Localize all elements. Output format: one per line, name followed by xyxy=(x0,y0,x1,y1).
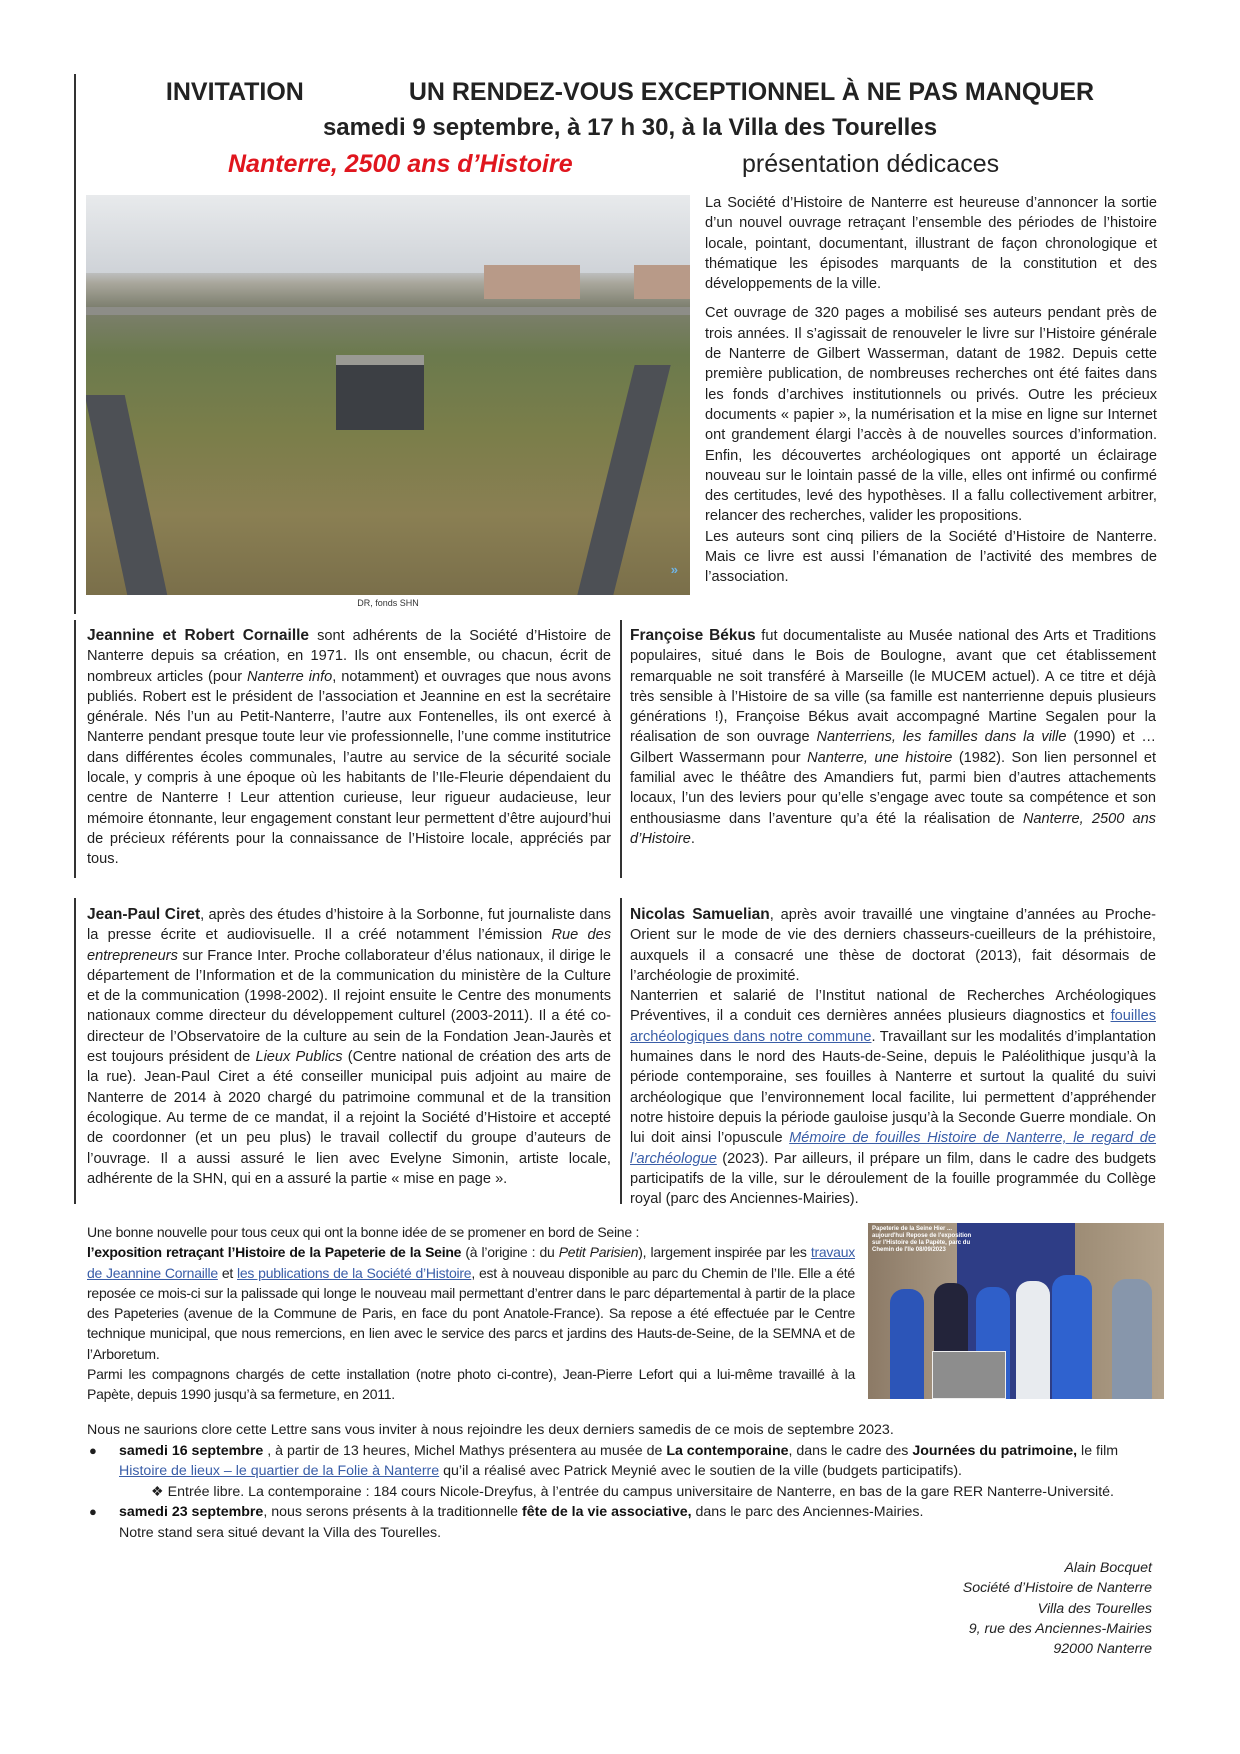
bio-italic: Nanterre, une histoire xyxy=(807,749,953,766)
invitation-label: INVITATION xyxy=(165,78,304,106)
diamond-bullet-icon: ❖ xyxy=(151,1483,164,1500)
event-text: dans le parc des Anciennes-Mairies. xyxy=(691,1504,924,1520)
event-date: samedi 23 septembre xyxy=(119,1504,264,1520)
event-bold: Journées du patrimoine, xyxy=(912,1442,1078,1459)
bullet-icon: ● xyxy=(89,1442,97,1458)
photo-tunnel xyxy=(336,355,424,430)
bio-text: . xyxy=(690,830,695,847)
photo-road xyxy=(86,395,167,595)
subnote-text: Entrée libre. La contemporaine : 184 cours Nicole-Dreyfus, à l’entrée du campus universitaire de Nanterre, en bas de la gare RER Nanterre-Université. xyxy=(163,1483,1114,1500)
author-name: Nicolas Samuelian xyxy=(630,906,770,923)
event-text: , dans le cadre des xyxy=(788,1442,913,1459)
publications-shn-link[interactable]: les publications de la Société d’Histoire xyxy=(237,1264,472,1281)
bio-text: (1990) et … Gilbert Wassermann pour xyxy=(630,729,1156,766)
event-line2: Notre stand sera situé devant la Villa des Tourelles. xyxy=(119,1524,442,1541)
bio-italic: Lieux Publics xyxy=(255,1049,343,1066)
bio-text: (2023). Par ailleurs, il prépare un film, dans le cadre des budgets participatifs de la ville, sur le déroulement de la fouille programmée du Collège royal (parc des Anciennes-Mairies). xyxy=(630,1150,1156,1208)
bio-ciret xyxy=(87,905,611,1189)
author-name: Jeannine et Robert Cornaille xyxy=(87,627,310,644)
photo-road xyxy=(577,365,670,595)
bullet-icon: ● xyxy=(89,1504,97,1519)
event-item xyxy=(87,1502,1167,1543)
bio-text: (1982). Son lien personnel et familial avec le théâtre des Amandiers fut, parmi bien d’autres attachements locaux, l’un des leviers pour qu’elle s’engage avec toute sa compétence et son enthousiasme dans l’aventure qu’a été la réalisation de xyxy=(630,749,1156,827)
historic-photo-inset xyxy=(932,1351,1006,1399)
event-subnote xyxy=(119,1482,1167,1503)
author-name: Françoise Békus xyxy=(630,627,756,644)
intro-paragraph: Cet ouvrage de 320 pages a mobilisé ses auteurs pendant près de trois années. Il s’agissait de renouveler le livre sur l’Histoire générale de Nanterre de Gilbert Wasserman, datant de 1982. Depuis cette première publication, de nombreuses recherches ont été faites dans les fonds d’archives institutionnels ou privés. Outre les précieux documents « papier », la numérisation et la mise en ligne sur Internet ont grandement élargi l’accès à de nouvelles sources d’information. Enfin, les découvertes archéologiques ont apporté un éclairage nouveau sur le lointain passé de la ville, elles ont infirmé ou confirmé des certitudes, levé des hypothèses. Il a fallu collectivement arbitrer, relancer des recherches, valider les propositions. xyxy=(705,305,1157,525)
event-text: , à partir de 13 heures, Michel Mathys présentera au musée de xyxy=(263,1442,667,1459)
news-text: et xyxy=(217,1264,238,1281)
next-chevron-icon: » xyxy=(670,562,678,577)
date-line: samedi 9 septembre, à 17 h 30, à la Villa des Tourelles xyxy=(322,114,938,141)
bio-cornaille xyxy=(87,626,611,870)
news-bold: l’exposition retraçant l’Histoire de la Papeterie de la Seine xyxy=(87,1244,462,1261)
middle-rule-bio3 xyxy=(620,898,622,1204)
event-list xyxy=(87,1441,1167,1544)
bio-text: , après avoir travaillé une vingtaine d’années au Proche-Orient sur le mode de vie des derniers chasseurs-cueilleurs de la préhistoire, auxquels il a consacré une thèse de doctorat (2013), fait désormais de l’archéologie de proximité. xyxy=(630,907,1156,984)
bio-italic: Nanterre info xyxy=(247,668,333,685)
bio-text: , notamment) et ouvrages que nous avons publiés. Robert est le président de l’association et Jeannine en est la secrétaire générale. Nés l’un au Petit-Nanterre, l’autre aux Fontenelles, ils ont exercé à Nanterre pendant presque toute leur vie professionnelle, l’une comme institutrice dans différentes écoles communales, l’autre au service de la sécurité sociale locale, y compris à une époque où les habitants de l’Ile-Fleurie dépendaient du centre de Nanterre ! Leur attention curieuse, leur rigueur audacieuse, leur mémoire étonnante, leur engagement constant leur permettent d’être aujourd’hui de précieux référents pour la connaissance de l’Histoire locale, appréciés par tous. xyxy=(87,668,611,868)
bio-text: (Centre national de création des arts de la rue). Jean-Paul Ciret a été conseiller municipal puis adjoint au maire de Nanterre de 2014 à 2020 chargé du patrimoine communal et de la transition écologique. Au terme de ce mandat, il a rejoint la Société d’Histoire et accepté de coordonner (et un peu plus) le travail collectif du groupe d’auteurs de l’ouvrage. Il a aussi assuré le lien avec Evelyne Simonin, artiste locale, adhérente de la SHN, qui en a assuré la partie « mise en page ». xyxy=(87,1049,611,1187)
photo-person xyxy=(1052,1275,1092,1399)
event-type: présentation dédicaces xyxy=(742,150,1000,178)
bio-text: , après des études d’histoire à la Sorbonne, fut journaliste dans la presse écrite et audiovisuelle. Il a créé notamment l’émission xyxy=(87,907,611,944)
fouilles-link[interactable]: fouilles archéologiques dans notre commune xyxy=(630,1008,1156,1045)
aerial-photo xyxy=(86,195,690,595)
photo-person xyxy=(890,1289,924,1399)
photo-building xyxy=(484,265,580,299)
photo-caption: DR, fonds SHN xyxy=(357,598,419,608)
bio-italic: Rue des entrepreneurs xyxy=(87,927,612,964)
photo-sky xyxy=(86,195,690,273)
team-photo-caption: Papeterie de la Seine Hier ... aujourd'hui Repose de l'exposition sur l'Histoire de la Papète, parc du Chemin de l'Ile 08/09/2023 xyxy=(872,1226,972,1253)
closing-section xyxy=(87,1420,1167,1543)
left-margin-rule xyxy=(74,74,76,614)
bio-bekus xyxy=(630,626,1156,849)
signatory-street: 9, rue des Anciennes-Mairies xyxy=(968,1620,1152,1637)
book-title: Nanterre, 2500 ans d’Histoire xyxy=(228,150,573,178)
team-photo xyxy=(868,1223,1164,1399)
news-line: Une bonne nouvelle pour tous ceux qui ont la bonne idée de se promener en bord de Seine : xyxy=(87,1224,640,1240)
bio-text: . Travaillant sur les modalités d’implantation humaines dans le nord des Hauts-de-Seine, depuis le Paléolithique jusqu’à la période contemporaine, ses fouilles à Nanterre et surtout la qualité du suivi archéologique que l’environnement local facilite, lui permettent d’appréhender notre histoire depuis la période gauloise jusqu’à la Seconde Guerre mondiale. On lui doit ainsi l’opuscule xyxy=(630,1028,1156,1147)
memoire-de-fouilles-link[interactable]: Mémoire de fouilles Histoire de Nanterre, le regard de l’archéologue xyxy=(630,1130,1157,1167)
middle-rule-bio1 xyxy=(620,620,622,878)
event-bold: La contemporaine xyxy=(666,1442,789,1459)
bio-samuelian xyxy=(630,905,1156,1209)
intro-paragraph: La Société d’Histoire de Nanterre est heureuse d’annoncer la sortie d’un nouvel ouvrage retraçant l’ensemble des périodes de l’histoire locale, pointant, documentant, illustrant de façon chronologique et thématique les épisodes marquants de la constitution et des développements de la ville. xyxy=(705,195,1157,293)
news-text: ), largement inspirée par les xyxy=(638,1244,811,1261)
event-text: , nous serons présents à la traditionnelle xyxy=(263,1504,523,1520)
photo-person xyxy=(1112,1279,1152,1399)
left-rule-bio3 xyxy=(74,898,76,1204)
intro-text xyxy=(705,193,1157,588)
bio-italic: Nanterriens, les familles dans la ville xyxy=(816,729,1067,746)
bio-text: sur France Inter. Proche collaborateur d’élus nationaux, il dirige le département de l’Information et de la communication du ministère de la Culture et de la communication (1998-2002). Il rejoint ensuite le Centre des monuments nationaux comme directeur du développement culturel (2003-2011). Il a été co-directeur de l’Observatoire de la culture au sein de la Fondation Jean-Jaurès et est toujours président de xyxy=(87,947,611,1066)
event-date: samedi 16 septembre xyxy=(119,1442,264,1459)
photo-bridge xyxy=(86,307,690,315)
bio-text: fut documentaliste au Musée national des Arts et Traditions populaires, situé dans le Bois de Boulogne, avant que cet établissement remarquable ne soit transféré à Marseille (le MUCEM actuel). A ce titre et déjà très sensible à l’Histoire de sa ville (sa famille est nanterrienne depuis plusieurs générations !), Françoise Békus avait accompagné Martine Segalen pour la réalisation de son ouvrage xyxy=(630,628,1156,746)
travaux-cornaille-link[interactable]: travaux de Jeannine Cornaille xyxy=(87,1244,856,1281)
headline-row xyxy=(90,78,1170,107)
signatory-place: Villa des Tourelles xyxy=(1037,1600,1152,1617)
left-rule-bio1 xyxy=(74,620,76,878)
event-text: le film xyxy=(1077,1442,1119,1459)
signature-block xyxy=(963,1558,1152,1659)
event-bold: fête de la vie associative, xyxy=(522,1504,692,1520)
bio-text: sont adhérents de la Société d’Histoire de Nanterre depuis sa création, en 1971. Ils ont ensemble, ou chacun, écrit de nombreux articles (pour xyxy=(87,628,611,685)
news-text: , est à nouveau disponible au parc du Chemin de l’Ile. Elle a été reposée ce mois-ci sur la palissade qui longe le nouveau mail permettant d’entrer dans le parc départemental à partir de la place des Papeteries (avenue de la Commune de Paris, en face du pont Anatole-France). Sa repose a été effectuée par le Centre technique municipal, que nous remercions, en lien avec le service des parcs et jardins des Hauts-de-Seine, de la SEMNA et de l’Arboretum. xyxy=(87,1264,855,1362)
event-text: qu’il a réalisé avec Patrick Meynié avec le soutien de la ville (budgets participatifs). xyxy=(439,1463,962,1479)
news-text: (à l’origine : du xyxy=(461,1244,559,1261)
film-link[interactable]: Histoire de lieux – le quartier de la Folie à Nanterre xyxy=(119,1463,440,1479)
news-line: Parmi les compagnons chargés de cette installation (notre photo ci-contre), Jean-Pierre Lefort qui a lui-même travaillé à la Papète, depuis 1990 jusqu’à sa fermeture, en 2011. xyxy=(87,1366,855,1403)
photo-person xyxy=(1016,1281,1050,1399)
news-italic: Petit Parisien xyxy=(558,1244,639,1261)
closing-intro: Nous ne saurions clore cette Lettre sans vous inviter à nous rejoindre les deux derniers samedis de ce mois de septembre 2023. xyxy=(87,1422,894,1438)
event-item xyxy=(87,1441,1167,1503)
papeterie-news xyxy=(87,1222,855,1405)
bio-text: Nanterrien et salarié de l’Institut national de Recherches Archéologiques Préventives, il a conduit ces dernières années plusieurs diagnostics et xyxy=(630,988,1156,1025)
bio-italic: Nanterre, 2500 ans d’Histoire xyxy=(630,810,1156,847)
photo-building xyxy=(634,265,690,299)
signatory-org: Société d’Histoire de Nanterre xyxy=(962,1580,1152,1597)
signatory-name: Alain Bocquet xyxy=(1064,1560,1152,1576)
headline: UN RENDEZ-VOUS EXCEPTIONNEL À NE PAS MANQUER xyxy=(408,78,1095,106)
intro-paragraph: Les auteurs sont cinq piliers de la Société d’Histoire de Nanterre. Mais ce livre est aussi l’émanation de l’activité des membres de l’association. xyxy=(705,528,1157,586)
signatory-city: 92000 Nanterre xyxy=(1053,1641,1152,1658)
author-name: Jean-Paul Ciret xyxy=(87,906,201,923)
